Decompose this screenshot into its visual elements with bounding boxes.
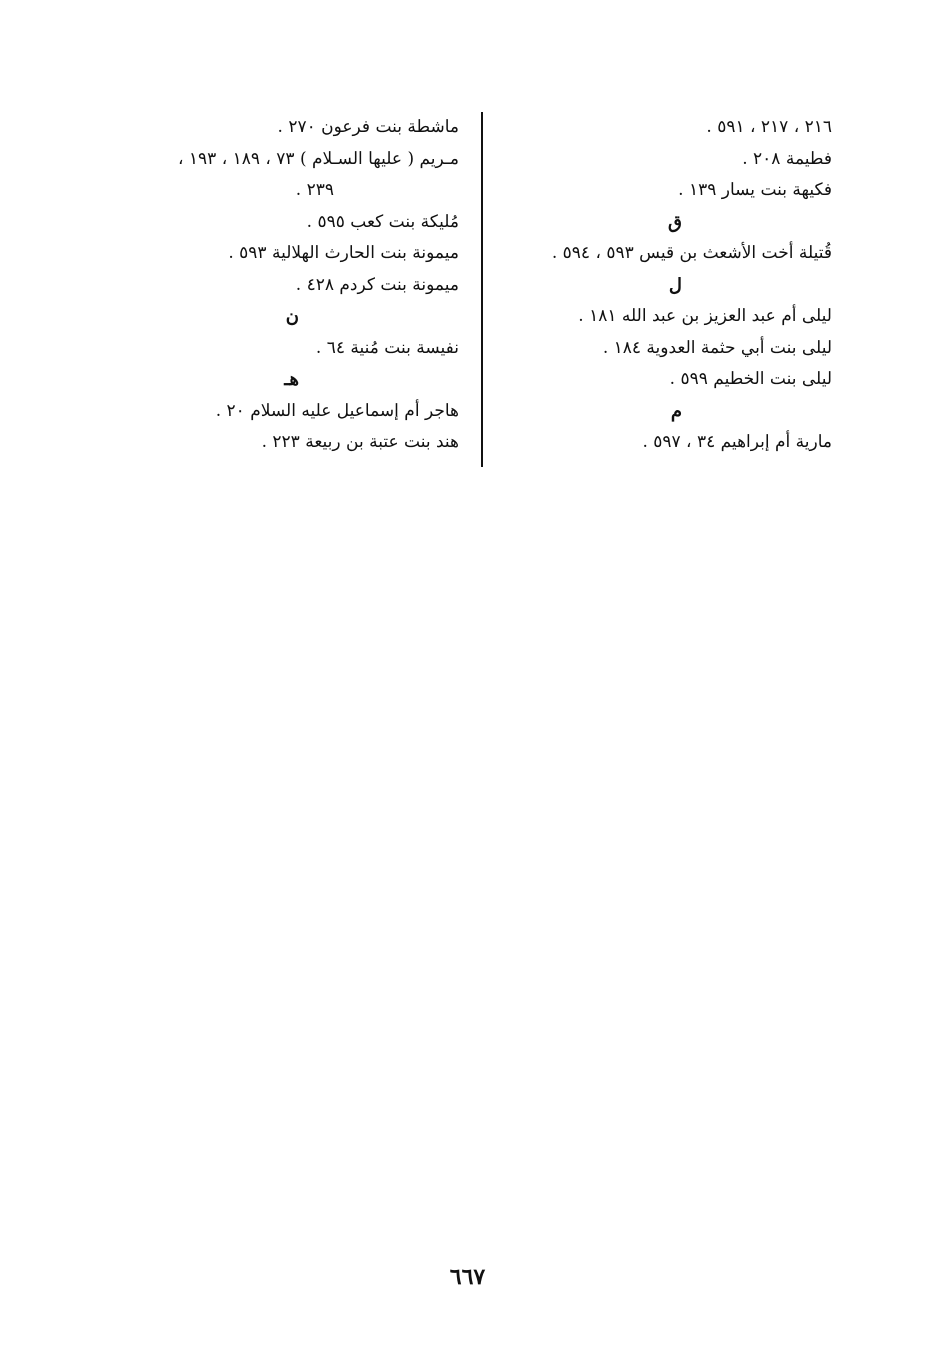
section-letter-heading: ق xyxy=(668,211,682,233)
index-entry-continuation: ٢٣٩ . xyxy=(295,180,334,200)
index-entry: ليلى بنت أبي حثمة العدوية ١٨٤ . xyxy=(602,337,832,358)
index-entry: نفيسة بنت مُنية ٦٤ . xyxy=(315,337,459,358)
index-entry: ميمونة بنت الحارث الهلالية ٥٩٣ . xyxy=(228,243,459,263)
index-entry: مـريم ( عليها السـلام ) ٧٣ ، ١٨٩ ، ١٩٣ ، xyxy=(178,148,459,169)
section-letter-heading: ل xyxy=(668,274,682,296)
index-column-left xyxy=(114,112,459,459)
index-entry: ليلى أم عبد العزيز بن عبد الله ١٨١ . xyxy=(578,306,832,326)
section-letter-heading: هـ xyxy=(284,369,299,390)
index-entry: فكيهة بنت يسار ١٣٩ . xyxy=(678,180,832,200)
index-entry: هند بنت عتبة بن ربيعة ٢٢٣ . xyxy=(261,432,459,452)
index-entry: ميمونة بنت كردم ٤٢٨ . xyxy=(295,274,459,295)
index-column-right xyxy=(502,112,832,459)
section-letter-heading: م xyxy=(670,400,682,422)
index-entry: قُتيلة أخت الأشعث بن قيس ٥٩٣ ، ٥٩٤ . xyxy=(551,243,832,263)
index-entry: مارية أم إبراهيم ٣٤ ، ٥٩٧ . xyxy=(642,432,832,452)
index-entry: هاجر أم إسماعيل عليه السلام ٢٠ . xyxy=(215,400,459,421)
column-divider xyxy=(481,112,483,467)
index-entry: مُليكة بنت كعب ٥٩٥ . xyxy=(306,211,459,232)
index-entry: ٢١٦ ، ٢١٧ ، ٥٩١ . xyxy=(706,117,832,137)
section-letter-heading: ن xyxy=(285,306,299,327)
index-entry: ماشطة بنت فرعون ٢٧٠ . xyxy=(277,117,459,137)
index-entry: ليلى بنت الخطيم ٥٩٩ . xyxy=(669,369,832,389)
page-number: ٦٦٧ xyxy=(449,1264,486,1290)
index-entry: فطيمة ٢٠٨ . xyxy=(742,148,832,169)
